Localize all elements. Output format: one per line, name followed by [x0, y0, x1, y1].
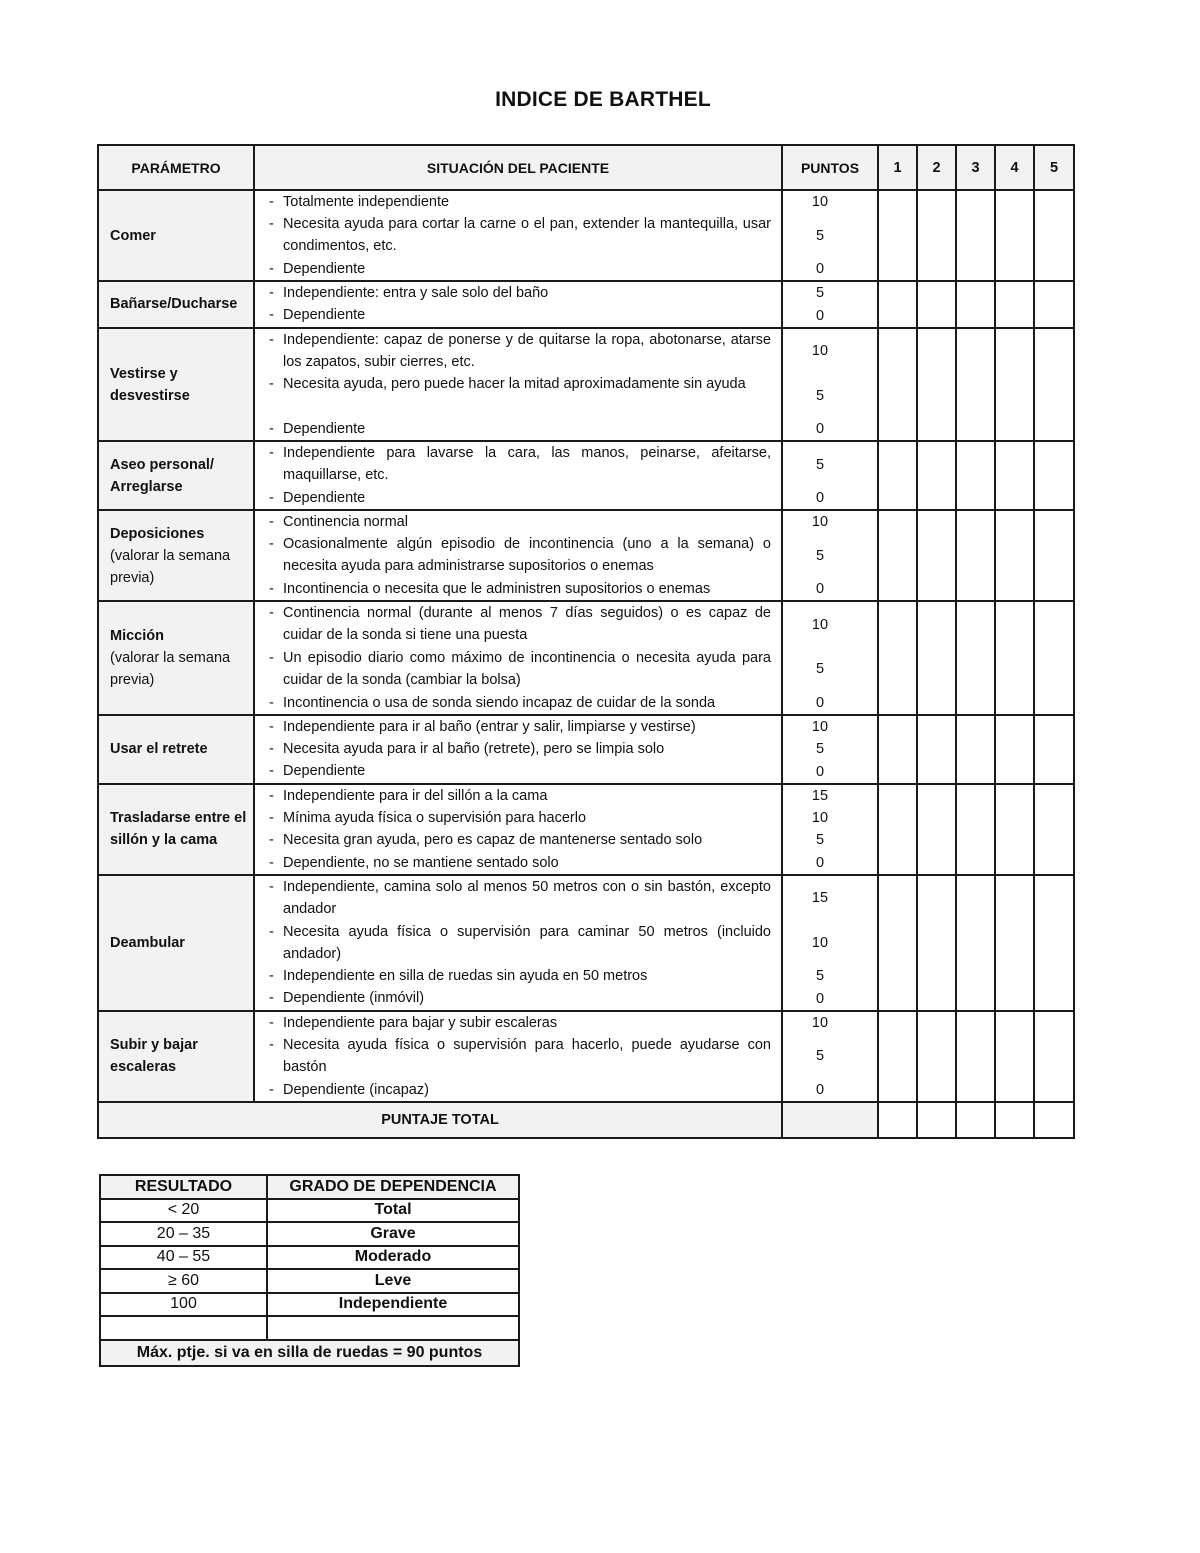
situation-item: [269, 1034, 771, 1079]
evaluation-cell-3[interactable]: [956, 328, 995, 441]
situation-text: Incontinencia o necesita que le administren supositorios o enemas: [283, 581, 711, 598]
situation-text: Independiente: capaz de ponerse y de quitarse la ropa, abotonarse, atarse los zapatos, subir cierres, etc.: [283, 331, 771, 370]
evaluation-cell-2[interactable]: [917, 190, 956, 281]
situation-item: [269, 829, 771, 851]
parameter-name: Deambular: [110, 934, 185, 951]
header-eval-3: 3: [956, 145, 995, 190]
situation-item: [269, 511, 771, 533]
parameter-name: Aseo personal/ Arreglarse: [110, 456, 214, 495]
points-value: 10: [811, 616, 829, 633]
parameter-cell: [98, 281, 254, 328]
evaluation-cell-1[interactable]: [878, 784, 917, 875]
parameter-name: Usar el retrete: [110, 741, 208, 758]
points-value: 0: [815, 490, 825, 506]
parameter-name: Subir y bajar escaleras: [110, 1037, 198, 1076]
bullet-dash: -: [269, 307, 274, 324]
bullet-dash: -: [269, 832, 274, 849]
situation-item: [269, 876, 771, 921]
evaluation-cell-1[interactable]: [878, 281, 917, 328]
parameter-cell: [98, 190, 254, 281]
evaluation-cell-1[interactable]: [878, 601, 917, 714]
situation-text: Dependiente: [283, 763, 366, 780]
situation-text: Ocasionalmente algún episodio de incontinencia (uno a la semana) o necesita ayuda para administrarse supositorios o enemas: [283, 536, 771, 575]
points-value: 5: [815, 741, 825, 758]
situation-item: [269, 921, 771, 966]
situation-cell: [254, 510, 782, 601]
situation-item: [269, 487, 771, 509]
result-row: [100, 1316, 519, 1340]
result-range: [100, 1316, 267, 1340]
bullet-dash: -: [269, 489, 274, 506]
evaluation-cell-1[interactable]: [878, 441, 917, 510]
points-value: 10: [811, 718, 829, 735]
dependency-grade: Total: [267, 1199, 519, 1223]
total-eval-cell[interactable]: [917, 1102, 956, 1138]
points-value: 15: [811, 890, 829, 907]
situation-item: [269, 373, 771, 418]
points-cell: [782, 875, 878, 1011]
bullet-dash: -: [269, 581, 274, 598]
situation-item: [269, 304, 771, 326]
points-value: 10: [811, 343, 829, 360]
evaluation-cell-2[interactable]: [917, 875, 956, 1011]
situation-item: [269, 1012, 771, 1034]
bullet-dash: -: [269, 878, 274, 895]
parameter-cell: [98, 601, 254, 714]
points-value: 10: [811, 194, 829, 211]
situation-text: Dependiente (incapaz): [283, 1081, 429, 1098]
evaluation-cell-5[interactable]: [1034, 441, 1074, 510]
situation-item: [269, 533, 771, 578]
parameter-cell: [98, 1011, 254, 1102]
points-value: 5: [815, 387, 825, 404]
evaluation-cell-4[interactable]: [995, 281, 1034, 328]
situation-text: Independiente para bajar y subir escaleras: [283, 1014, 558, 1031]
points-cell: [782, 784, 878, 875]
evaluation-cell-5[interactable]: [1034, 328, 1074, 441]
dependency-grade: Independiente: [267, 1293, 519, 1317]
criteria-row: [98, 510, 1074, 601]
dependency-grade: [267, 1316, 519, 1340]
result-range: 20 – 35: [100, 1222, 267, 1246]
evaluation-cell-2[interactable]: [917, 441, 956, 510]
points-value: 0: [815, 763, 825, 780]
evaluation-cell-1[interactable]: [878, 875, 917, 1011]
evaluation-cell-4[interactable]: [995, 328, 1034, 441]
situation-cell: [254, 601, 782, 714]
situation-text: Necesita ayuda, pero puede hacer la mitad aproximadamente sin ayuda: [283, 376, 746, 393]
dependency-grade: Moderado: [267, 1246, 519, 1270]
criteria-row: [98, 715, 1074, 784]
bullet-dash: -: [269, 968, 274, 985]
evaluation-cell-1[interactable]: [878, 510, 917, 601]
points-value: 0: [815, 990, 825, 1007]
result-row: [100, 1222, 519, 1246]
header-puntos: PUNTOS: [782, 145, 878, 190]
bullet-dash: -: [269, 445, 274, 462]
bullet-dash: -: [269, 649, 274, 666]
points-value: 0: [815, 421, 825, 438]
evaluation-cell-5[interactable]: [1034, 190, 1074, 281]
total-eval-cell[interactable]: [956, 1102, 995, 1138]
situation-text: Independiente para ir del sillón a la cama: [283, 787, 548, 804]
situation-text: Independiente: entra y sale solo del baño: [283, 285, 549, 302]
points-cell: [782, 190, 878, 281]
evaluation-cell-4[interactable]: [995, 601, 1034, 714]
evaluation-cell-3[interactable]: [956, 281, 995, 328]
parameter-cell: [98, 875, 254, 1011]
situation-cell: [254, 875, 782, 1011]
situation-text: Independiente para lavarse la cara, las manos, peinarse, afeitarse, maquillarse, etc.: [283, 445, 771, 484]
situation-text: Independiente, camina solo al menos 50 metros con o sin bastón, excepto andador: [283, 878, 771, 917]
points-value: 5: [815, 661, 825, 678]
situation-text: Dependiente: [283, 307, 366, 324]
result-header-resultado: RESULTADO: [100, 1175, 267, 1199]
situation-item: [269, 258, 771, 280]
parameter-name: Vestirse y desvestirse: [110, 365, 190, 404]
result-row: [100, 1199, 519, 1223]
situation-text: Totalmente independiente: [283, 194, 450, 210]
evaluation-cell-3[interactable]: [956, 784, 995, 875]
evaluation-cell-2[interactable]: [917, 1011, 956, 1102]
situation-item: [269, 602, 771, 647]
header-eval-5: 5: [1034, 145, 1074, 190]
situation-item: [269, 807, 771, 829]
situation-text: Independiente para ir al baño (entrar y salir, limpiarse y vestirse): [283, 718, 696, 735]
evaluation-cell-4[interactable]: [995, 875, 1034, 1011]
situation-text: Necesita ayuda física o supervisión para hacerlo, puede ayudarse con bastón: [283, 1036, 771, 1075]
evaluation-cell-1[interactable]: [878, 1011, 917, 1102]
document-title: INDICE DE BARTHEL: [495, 88, 711, 111]
situation-cell: [254, 1011, 782, 1102]
points-value: 5: [815, 227, 825, 244]
result-footer-note: Máx. ptje. si va en silla de ruedas = 90 puntos: [100, 1340, 519, 1366]
barthel-table: [97, 144, 1075, 1139]
header-parametro: PARÁMETRO: [98, 145, 254, 190]
parameter-name: Comer: [110, 227, 156, 244]
criteria-row: [98, 601, 1074, 714]
evaluation-cell-5[interactable]: [1034, 715, 1074, 784]
situation-item: [269, 647, 771, 692]
points-value: 5: [815, 547, 825, 564]
bullet-dash: -: [269, 514, 274, 531]
situation-text: Incontinencia o usa de sonda siendo incapaz de cuidar de la sonda: [283, 694, 716, 711]
situation-item: [269, 965, 771, 987]
points-cell: [782, 1011, 878, 1102]
parameter-name: Trasladarse entre el sillón y la cama: [110, 810, 247, 849]
points-cell: [782, 510, 878, 601]
total-eval-cell[interactable]: [1034, 1102, 1074, 1138]
bullet-dash: -: [269, 1036, 274, 1053]
situation-text: Un episodio diario como máximo de incontinencia o necesita ayuda para cuidar de la sonda (cambiar la bolsa): [283, 649, 771, 688]
criteria-row: [98, 784, 1074, 875]
evaluation-cell-2[interactable]: [917, 281, 956, 328]
situation-text: Mínima ayuda física o supervisión para hacerlo: [283, 810, 587, 827]
points-value: 5: [815, 285, 825, 302]
points-value: 5: [815, 968, 825, 985]
situation-cell: [254, 715, 782, 784]
result-footer-row: [100, 1340, 519, 1366]
situation-item: [269, 852, 771, 874]
situation-text: Dependiente (inmóvil): [283, 990, 425, 1007]
result-row: [100, 1293, 519, 1317]
result-range: < 20: [100, 1199, 267, 1223]
evaluation-cell-4[interactable]: [995, 715, 1034, 784]
situation-item: [269, 692, 771, 714]
total-eval-cell[interactable]: [995, 1102, 1034, 1138]
points-value: 10: [811, 810, 829, 827]
points-value: 0: [815, 307, 825, 324]
situation-item: [269, 760, 771, 782]
situation-item: [269, 1079, 771, 1101]
points-cell: [782, 601, 878, 714]
situation-item: [269, 329, 771, 374]
bullet-dash: -: [269, 420, 274, 437]
bullet-dash: -: [269, 718, 274, 735]
evaluation-cell-4[interactable]: [995, 441, 1034, 510]
situation-item: [269, 442, 771, 487]
situation-item: [269, 716, 771, 738]
bullet-dash: -: [269, 216, 274, 233]
header-situacion: SITUACIÓN DEL PACIENTE: [254, 145, 782, 190]
parameter-cell: [98, 510, 254, 601]
evaluation-cell-1[interactable]: [878, 328, 917, 441]
bullet-dash: -: [269, 990, 274, 1007]
points-value: 0: [815, 854, 825, 871]
header-eval-2: 2: [917, 145, 956, 190]
parameter-note: (valorar la semana previa): [110, 650, 231, 689]
evaluation-cell-2[interactable]: [917, 784, 956, 875]
evaluation-cell-3[interactable]: [956, 441, 995, 510]
evaluation-cell-3[interactable]: [956, 601, 995, 714]
situation-cell: [254, 190, 782, 281]
evaluation-cell-4[interactable]: [995, 510, 1034, 601]
result-row: [100, 1246, 519, 1270]
points-value: 15: [811, 787, 829, 804]
situation-text: Necesita ayuda física o supervisión para caminar 50 metros (incluido andador): [283, 923, 771, 962]
parameter-cell: [98, 715, 254, 784]
evaluation-cell-3[interactable]: [956, 875, 995, 1011]
table-header-row: [98, 145, 1074, 190]
points-value: 10: [811, 934, 829, 951]
situation-item: [269, 418, 771, 440]
evaluation-cell-1[interactable]: [878, 715, 917, 784]
situation-item: [269, 987, 771, 1009]
situation-cell: [254, 328, 782, 441]
bullet-dash: -: [269, 1081, 274, 1098]
bullet-dash: -: [269, 810, 274, 827]
total-points-cell[interactable]: [782, 1102, 878, 1138]
parameter-cell: [98, 441, 254, 510]
evaluation-cell-5[interactable]: [1034, 510, 1074, 601]
parameter-name: Bañarse/Ducharse: [110, 296, 238, 313]
bullet-dash: -: [269, 605, 274, 622]
points-cell: [782, 715, 878, 784]
situation-cell: [254, 784, 782, 875]
situation-text: Dependiente: [283, 420, 366, 437]
situation-item: [269, 191, 771, 213]
situation-text: Dependiente: [283, 260, 366, 277]
result-header-row: [100, 1175, 519, 1199]
bullet-dash: -: [269, 285, 274, 302]
evaluation-cell-2[interactable]: [917, 328, 956, 441]
situation-item: [269, 282, 771, 304]
evaluation-cell-4[interactable]: [995, 784, 1034, 875]
bullet-dash: -: [269, 260, 274, 277]
points-value: 0: [815, 581, 825, 598]
criteria-row: [98, 1011, 1074, 1102]
evaluation-cell-2[interactable]: [917, 601, 956, 714]
criteria-row: [98, 281, 1074, 328]
situation-text: Independiente en silla de ruedas sin ayuda en 50 metros: [283, 968, 648, 985]
situation-text: Continencia normal (durante al menos 7 días seguidos) o es capaz de cuidar de la sonda si tiene una puesta: [283, 605, 771, 644]
bullet-dash: -: [269, 331, 274, 348]
result-range: 100: [100, 1293, 267, 1317]
points-value: 0: [815, 1081, 825, 1098]
criteria-row: [98, 190, 1074, 281]
result-row: [100, 1269, 519, 1293]
criteria-row: [98, 875, 1074, 1011]
evaluation-cell-4[interactable]: [995, 1011, 1034, 1102]
evaluation-cell-5[interactable]: [1034, 1011, 1074, 1102]
situation-text: Necesita gran ayuda, pero es capaz de mantenerse sentado solo: [283, 832, 703, 849]
dependency-grade: Grave: [267, 1222, 519, 1246]
situation-text: Necesita ayuda para cortar la carne o el pan, extender la mantequilla, usar condimentos, etc.: [283, 216, 771, 255]
parameter-cell: [98, 328, 254, 441]
points-value: 5: [815, 832, 825, 849]
result-header-grado: GRADO DE DEPENDENCIA: [267, 1175, 519, 1199]
situation-item: [269, 213, 771, 258]
points-value: 0: [815, 694, 825, 711]
bullet-dash: -: [269, 923, 274, 940]
evaluation-cell-3[interactable]: [956, 190, 995, 281]
total-eval-cell[interactable]: [878, 1102, 917, 1138]
bullet-dash: -: [269, 741, 274, 758]
situation-cell: [254, 281, 782, 328]
evaluation-cell-3[interactable]: [956, 715, 995, 784]
points-value: 10: [811, 514, 829, 531]
bullet-dash: -: [269, 787, 274, 804]
evaluation-cell-1[interactable]: [878, 190, 917, 281]
points-cell: [782, 441, 878, 510]
evaluation-cell-2[interactable]: [917, 510, 956, 601]
situation-text: Dependiente, no se mantiene sentado solo: [283, 854, 559, 871]
result-table: [99, 1174, 520, 1367]
bullet-dash: -: [269, 376, 274, 393]
bullet-dash: -: [269, 1014, 274, 1031]
points-value: 5: [815, 1048, 825, 1065]
result-range: 40 – 55: [100, 1246, 267, 1270]
points-value: 10: [811, 1014, 829, 1031]
points-cell: [782, 328, 878, 441]
situation-text: Dependiente: [283, 489, 366, 506]
bullet-dash: -: [269, 854, 274, 871]
parameter-note: (valorar la semana previa): [110, 547, 231, 586]
criteria-row: [98, 328, 1074, 441]
parameter-cell: [98, 784, 254, 875]
evaluation-cell-4[interactable]: [995, 190, 1034, 281]
situation-text: Continencia normal: [283, 514, 408, 531]
points-value: 5: [815, 456, 825, 473]
evaluation-cell-5[interactable]: [1034, 601, 1074, 714]
bullet-dash: -: [269, 536, 274, 553]
evaluation-cell-5[interactable]: [1034, 281, 1074, 328]
points-value: 0: [815, 261, 825, 278]
bullet-dash: -: [269, 694, 274, 711]
parameter-name: Deposiciones: [110, 525, 205, 542]
situation-text: Necesita ayuda para ir al baño (retrete), pero se limpia solo: [283, 741, 665, 758]
bullet-dash: -: [269, 194, 274, 210]
header-eval-4: 4: [995, 145, 1034, 190]
bullet-dash: -: [269, 763, 274, 780]
situation-item: [269, 578, 771, 600]
parameter-name: Micción: [110, 628, 164, 645]
dependency-grade: Leve: [267, 1269, 519, 1293]
evaluation-cell-2[interactable]: [917, 715, 956, 784]
situation-item: [269, 738, 771, 760]
points-cell: [782, 281, 878, 328]
evaluation-cell-3[interactable]: [956, 510, 995, 601]
evaluation-cell-3[interactable]: [956, 1011, 995, 1102]
total-row: [98, 1102, 1074, 1138]
situation-item: [269, 785, 771, 807]
situation-cell: [254, 441, 782, 510]
header-eval-1: 1: [878, 145, 917, 190]
total-label: PUNTAJE TOTAL: [98, 1102, 782, 1138]
result-range: ≥ 60: [100, 1269, 267, 1293]
evaluation-cell-5[interactable]: [1034, 875, 1074, 1011]
evaluation-cell-5[interactable]: [1034, 784, 1074, 875]
criteria-row: [98, 441, 1074, 510]
